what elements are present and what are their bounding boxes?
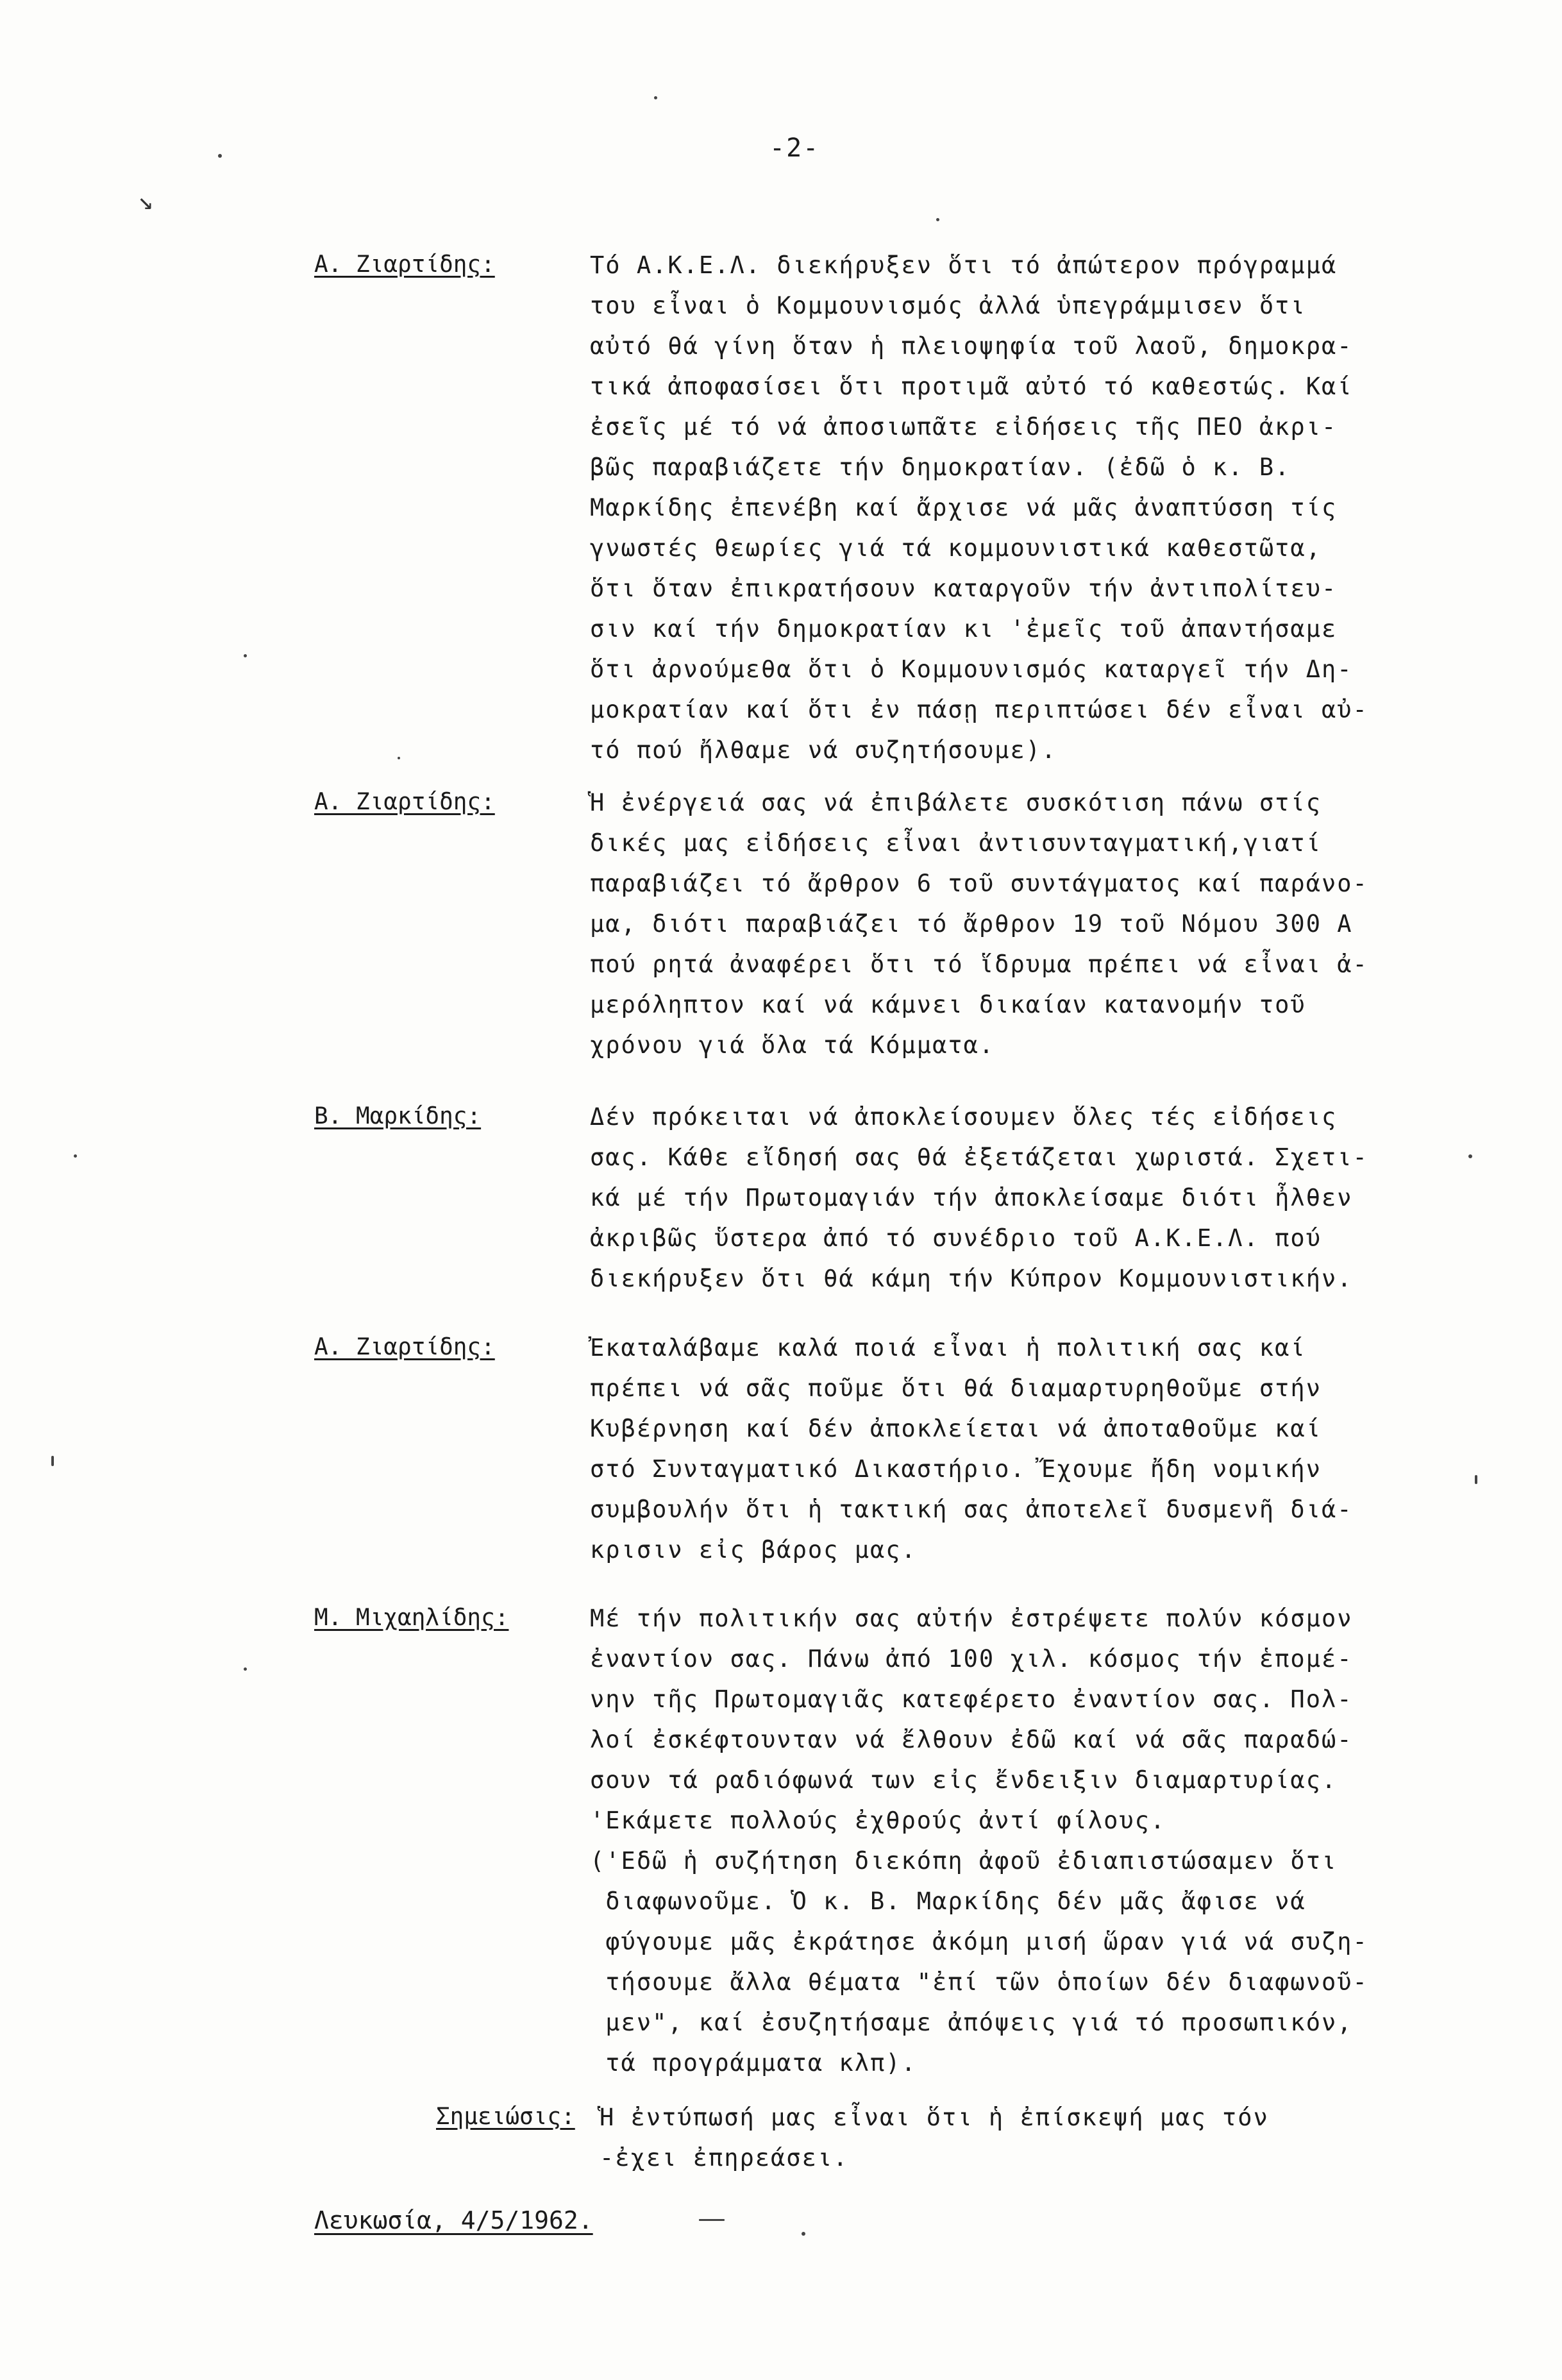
note-label: Σημειώσις: [436, 2104, 575, 2130]
speech-text: Ἐκαταλάβαμε καλά ποιά εἶναι ἡ πολιτική σας καί πρέπει νά σᾶς ποῦμε ὅτι θά διαμαρτυρηθοῦμε στήν Κυβέρνηση καί δέν ἀποκλείεται νά ἀποταθοῦμε καί στό Συνταγματικό Δικαστήριο. Ἔχουμε ἤδη νομικήν συμβουλήν ὅτι ἡ τακτική σας ἀποτελεῖ δυσμενῆ διά- κρισιν εἰς βάρος μας. [590, 1334, 1353, 1564]
speech-text: Ἡ ἐνέργειά σας νά ἐπιβάλετε συσκότιση πάνω στίς δικές μας εἰδήσεις εἶναι ἀντισυνταγματική,γιατί παραβιάζει τό ἄρθρον 6 τοῦ συντάγματος καί παράνο- μα, διότι παραβιάζει τό ἄρθρον 19 τοῦ Νόμου 300 Α πού ρητά ἀναφέρει ὅτι τό ἵδρυμα πρέπει νά εἶναι ἀ- μερόληπτον καί νά κάμνει δικαίαν κατανομήν τοῦ χρόνου γιά ὅλα τά Κόμματα. [590, 789, 1368, 1059]
scan-speck [802, 2232, 805, 2236]
note-text: Ἡ ἐντύπωσή μας εἶναι ὅτι ἡ ἐπίσκεψή μας τόν -ἐχει ἐπηρεάσει. [600, 2104, 1269, 2172]
scan-speck [218, 154, 222, 158]
scan-speck [1468, 1154, 1472, 1158]
speaker-name: Α. Ζιαρτίδης: [314, 789, 495, 815]
speech-text: Τό Α.Κ.Ε.Λ. διεκήρυξεν ὅτι τό ἀπώτερον πρόγραμμά του εἶναι ὁ Κομμουνισμός ἀλλά ὑπεγράμμισεν ὅτι αὐτό θά γίνη ὅταν ἡ πλειοψηφία τοῦ λαοῦ, δημοκρα- τικά ἀποφασίσει ὅτι προτιμᾶ αὐτό τό καθεστώς. Καί ἐσεῖς μέ τό νά ἀποσιωπᾶτε εἰδήσεις τῆς ΠΕΟ ἀκρι- βῶς παραβιάζετε τήν δημοκρατίαν. (ἐδῶ ὁ κ. Β. Μαρκίδης ἐπενέβη καί ἄρχισε νά μᾶς ἀναπτύσση τίς γνωστές θεωρίες γιά τά κομμουνιστικά καθεστῶτα, ὅτι ὅταν ἐπικρατήσουν καταργοῦν τήν ἀντιπολίτευ- σιν καί τήν δημοκρατίαν κι 'ἐμεῖς τοῦ ἀπαντήσαμε ὅτι ἀρνούμεθα ὅτι ὁ Κομμουνισμός καταργεῖ τήν Δη- μοκρατίαν καί ὅτι ἐν πάσῃ περιπτώσει δέν εἶναι αὐ- τό πού ἤλθαμε νά συζητήσουμε). [590, 251, 1368, 764]
speaker-name: Β. Μαρκίδης: [314, 1103, 482, 1129]
scan-speck [244, 654, 247, 657]
dateline: Λευκωσία, 4/5/1962. [314, 2206, 593, 2234]
speaker-name: Α. Ζιαρτίδης: [314, 1334, 495, 1360]
scan-speck [74, 1154, 77, 1158]
scan-mark: ↘ [138, 186, 154, 215]
speaker-name: Α. Ζιαρτίδης: [314, 251, 495, 278]
scan-speck [244, 1667, 247, 1671]
speaker-name: Μ. Μιχαηλίδης: [314, 1605, 509, 1631]
speech-text: Μέ τήν πολιτικήν σας αὐτήν ἐστρέψετε πολύν κόσμον ἐναντίον σας. Πάνω ἀπό 100 χιλ. κόσμος τήν ἑπομέ- νην τῆς Πρωτομαγιᾶς κατεφέρετο ἐναντίον σας. Πολ- λοί ἐσκέφτουνταν νά ἔλθουν ἐδῶ καί νά σᾶς παραδώ- σουν τά ραδιόφωνά των εἰς ἔνδειξιν διαμαρτυρίας. 'Εκάμετε πολλούς ἐχθρούς ἀντί φίλους. ('Εδῶ ἡ συζήτηση διεκόπη ἀφοῦ ἐδιαπιστώσαμεν ὅτι διαφωνοῦμε. Ὁ κ. Β. Μαρκίδης δέν μᾶς ἄφισε νά φύγουμε μᾶς ἐκράτησε ἀκόμη μισή ὥραν γιά νά συζη- τήσουμε ἄλλα θέματα "ἐπί τῶν ὁποίων δέν διαφωνοῦ- μεν", καί ἐσυζητήσαμε ἀπόψεις γιά τό προσωπικόν, τά προγράμματα κλπ). [590, 1605, 1368, 2077]
scan-speck [398, 757, 400, 759]
scan-speck [51, 1456, 54, 1466]
scan-speck [1475, 1475, 1477, 1484]
scan-speck [699, 2219, 725, 2221]
scan-speck [654, 96, 657, 99]
speech-text: Δέν πρόκειται νά ἀποκλείσουμεν ὅλες τές εἰδήσεις σας. Κάθε εἴδησή σας θά ἐξετάζεται χωριστά. Σχετι- κά μέ τήν Πρωτομαγιάν τήν ἀποκλείσαμε διότι ἦλθεν ἀκριβῶς ὕστερα ἀπό τό συνέδριο τοῦ Α.Κ.Ε.Λ. πού διεκήρυξεν ὅτι θά κάμη τήν Κύπρον Κομμουνιστικήν. [590, 1103, 1368, 1292]
page-number: -2- [769, 133, 820, 163]
scan-speck [936, 218, 939, 221]
